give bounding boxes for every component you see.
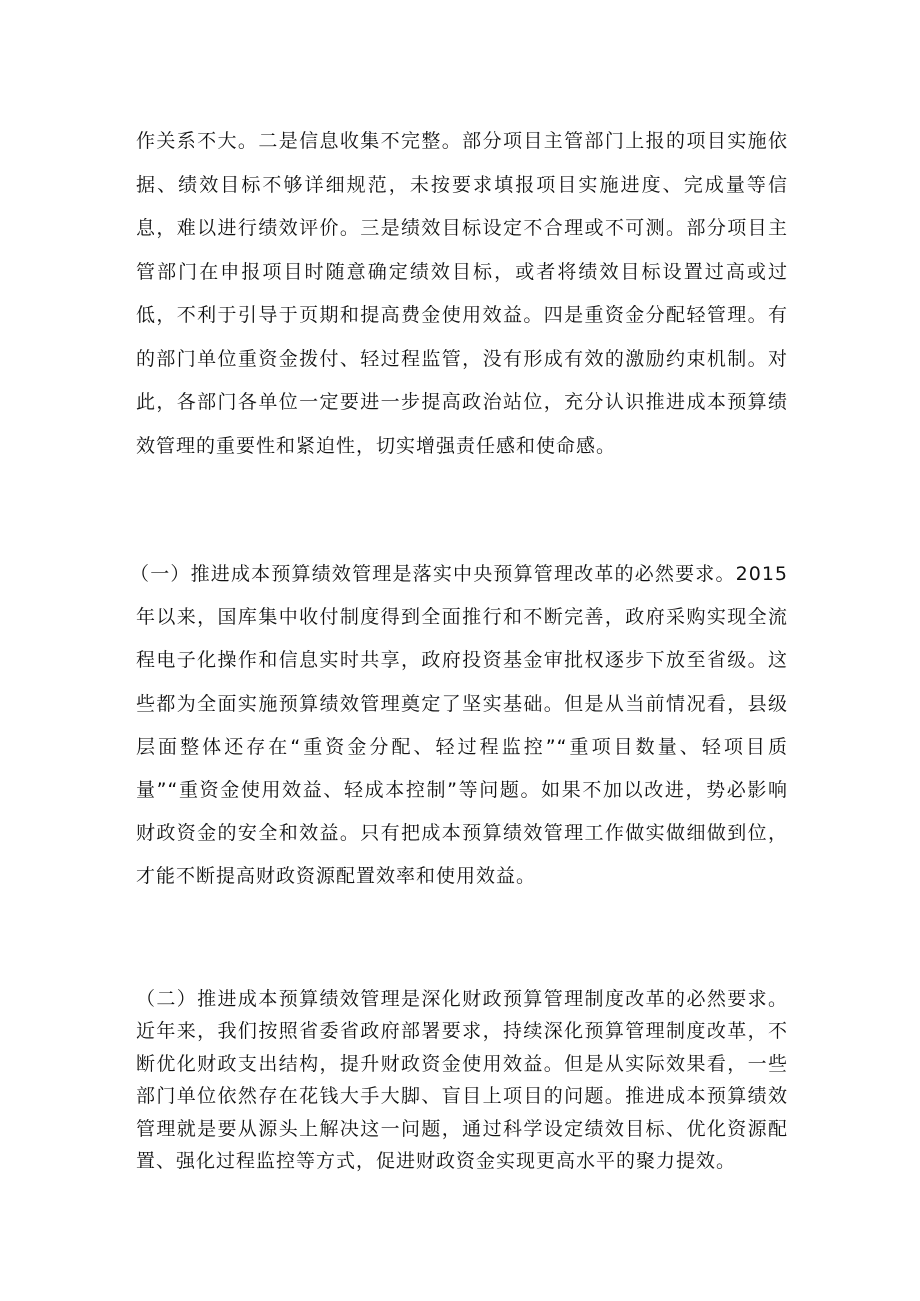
body-paragraph-2: （一）推进成本预算绩效管理是落实中央预算管理改革的必然要求。2015年以来，国库集中收付制度得到全面推行和不断完善，政府采购实现全流程电子化操作和信息实时共享，政府投资基金审批权逐步下放至省级。这些都为全面实施预算绩效管理奠定了坚实基础。但是从当前情况看，县级层面整体还存在“重资金分配、轻过程监控”“重项目数量、轻项目质量”“重资金使用效益、轻成本控制”等问题。如果不加以改进，势必影响财政资金的安全和效益。只有把成本预算绩效管理工作做实做细做到位，才能不断提高财政资源配置效率和使用效益。: [130, 563, 788, 888]
body-paragraph-1: 作关系不大。二是信息收集不完整。部分项目主管部门上报的项目实施依据、绩效目标不够详细规范，未按要求填报项目实施进度、完成量等信息，难以进行绩效评价。三是绩效目标设定不合理或不可测。部分项目主管部门在申报项目时随意确定绩效目标，或者将绩效目标设置过高或过低，不利于引导于页期和提高费金使用效益。四是重资金分配轻管理。有的部门单位重资金拨付、轻过程监管，没有形成有效的激励约束机制。对此，各部门各单位一定要进一步提高政治站位，充分认识推进成本预算绩效管理的重要性和紧迫性，切实增强责任感和使命感。: [136, 130, 788, 457]
body-paragraph-3: （二）推进成本预算绩效管理是深化财政预算管理制度改革的必然要求。近年来，我们按照省委省政府部署要求，持续深化预算管理制度改革，不断优化财政支出结构，提升财政资金使用效益。但是从实际效果看，一些部门单位依然存在花钱大手大脚、盲目上项目的问题。推进成本预算绩效管理就是要从源头上解决这一问题，通过科学设定绩效目标、优化资源配置、强化过程监控等方式，促进财政资金实现更高水平的聚力提效。: [136, 988, 788, 1173]
